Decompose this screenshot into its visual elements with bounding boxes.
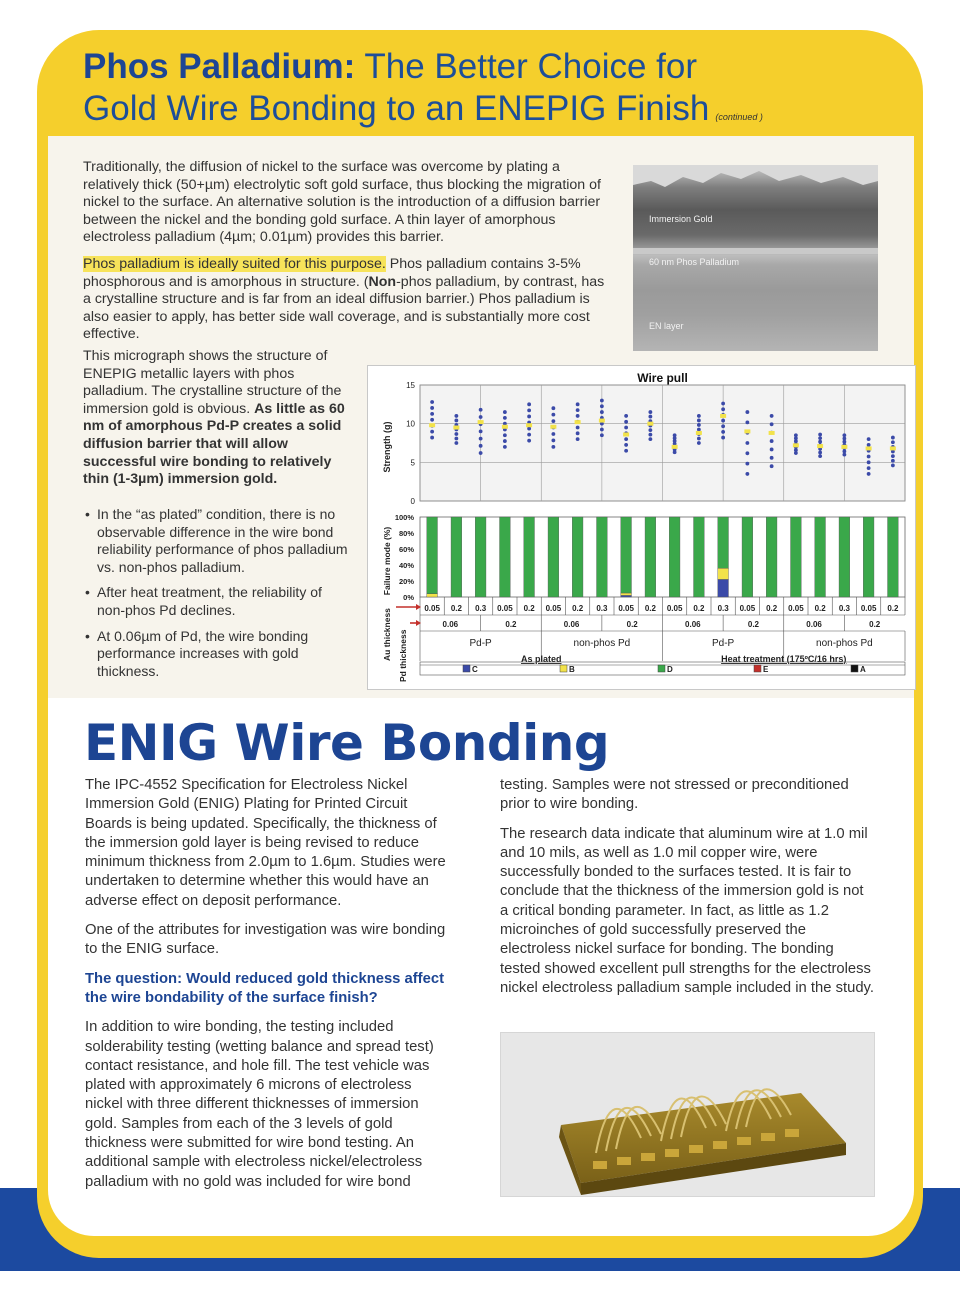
strength-point xyxy=(697,428,701,432)
strength-point xyxy=(891,436,895,440)
legend-label: C xyxy=(472,665,478,674)
strength-point xyxy=(527,439,531,443)
failure-bar-B xyxy=(621,593,632,595)
failure-bar-D xyxy=(839,517,850,597)
failure-bar-D xyxy=(742,517,753,597)
strength-point xyxy=(430,412,434,416)
au-thickness-label: 0.2 xyxy=(450,604,462,613)
finding-item: • In the “as plated” condition, there is no observable difference in the wire bond reliability performance of phos palladium vs. non-phos palladium. xyxy=(83,506,351,576)
failure-bar-D xyxy=(645,517,656,597)
strength-point xyxy=(479,444,483,448)
strength-point xyxy=(721,424,725,428)
strength-point xyxy=(891,440,895,444)
pd-thickness-label: 0.2 xyxy=(505,620,517,629)
strength-point xyxy=(697,437,701,441)
strength-point xyxy=(503,439,507,443)
strength-mean-marker xyxy=(478,420,484,424)
failure-bar-D xyxy=(791,517,802,597)
strength-point xyxy=(721,430,725,434)
legend-swatch-E xyxy=(754,665,761,672)
findings-list xyxy=(83,506,351,688)
intro-paragraph-2 xyxy=(83,256,615,344)
group-label: Pd-P xyxy=(469,638,492,649)
au-thickness-label: 0.2 xyxy=(814,604,826,613)
enig-paragraph: testing. Samples were not stressed or preconditioned prior to wire bonding. xyxy=(500,777,849,813)
au-thickness-label: 0.3 xyxy=(596,604,608,613)
highlighted-sentence: Phos palladium is ideally suited for this purpose. xyxy=(83,256,386,272)
strength-mean-marker xyxy=(575,420,581,424)
strength-point xyxy=(527,415,531,419)
strength-point xyxy=(648,428,652,432)
enig-right-column xyxy=(500,776,875,1008)
strength-point xyxy=(818,454,822,458)
strength-point xyxy=(818,433,822,437)
strength-point xyxy=(576,414,580,418)
p2-bold: Non xyxy=(368,273,397,290)
page-title xyxy=(83,46,763,138)
title-bold: Phos Palladium: xyxy=(83,47,356,86)
condition-label: As plated xyxy=(520,654,562,664)
failure-tick-label: 20% xyxy=(398,577,414,586)
strength-point xyxy=(867,443,871,447)
failure-bar-D xyxy=(597,517,608,597)
group-label: non-phos Pd xyxy=(573,638,631,649)
strength-point xyxy=(770,464,774,468)
au-thickness-label: 0.3 xyxy=(475,604,487,613)
failure-bar-B xyxy=(718,568,729,579)
failure-tick-label: 60% xyxy=(398,545,414,554)
strength-point xyxy=(600,404,604,408)
intro-paragraph-1: Traditionally, the diffusion of nickel to the surface was overcome by plating a relatively thick (50+µm) electrolytic soft gold surface, thus blocking the migration of nickel to the surface. An alternative solution is the introduction of a diffusion barrier between the nickel and the bonding gold surface. A thin layer of amorphous electroless palladium (4µm; 0.01µm) provides this barrier. xyxy=(83,159,601,246)
strength-point xyxy=(867,460,871,464)
strength-point xyxy=(600,399,604,403)
strength-point xyxy=(576,408,580,412)
strength-point xyxy=(867,437,871,441)
strength-point xyxy=(891,464,895,468)
failure-axis-label: Failure mode (%) xyxy=(382,526,392,596)
wire-pull-chart-svg xyxy=(368,366,915,689)
strength-point xyxy=(818,436,822,440)
failure-tick-label: 80% xyxy=(398,529,414,538)
strength-mean-marker xyxy=(744,429,750,433)
strength-point xyxy=(697,423,701,427)
wire-bonded-board-photo xyxy=(500,1032,875,1197)
failure-tick-label: 40% xyxy=(398,561,414,570)
strength-point xyxy=(697,419,701,423)
strength-point xyxy=(624,443,628,447)
p2-text-b: -phos palladium, by contrast, has a crystalline structure and is far from an ideal diffusion barrier.) Phos palladium is also easier to apply, has better side wall coverage, and is substantially more cost effective. xyxy=(83,273,605,343)
label-phos-palladium: 60 nm Phos Palladium xyxy=(649,257,740,267)
strength-point xyxy=(624,414,628,418)
strength-mean-marker xyxy=(793,443,799,447)
au-thickness-label: 0.05 xyxy=(545,604,562,613)
intro-paragraph-3 xyxy=(83,348,351,489)
strength-point xyxy=(527,408,531,412)
strength-point xyxy=(454,419,458,423)
strength-mean-marker xyxy=(672,445,678,449)
strength-mean-marker xyxy=(866,446,872,450)
strength-tick-label: 10 xyxy=(406,419,415,429)
pd-thickness-label: 0.2 xyxy=(626,620,638,629)
au-thickness-label: 0.2 xyxy=(523,604,535,613)
au-thickness-label: 0.2 xyxy=(644,604,656,613)
strength-mean-marker xyxy=(841,445,847,449)
group-label: non-phos Pd xyxy=(816,638,873,649)
strength-point xyxy=(454,414,458,418)
pd-thickness-label: 0.2 xyxy=(869,620,881,629)
enig-left-column xyxy=(85,776,453,1202)
strength-point xyxy=(551,445,555,449)
failure-bar-C xyxy=(621,595,632,597)
strength-mean-marker xyxy=(453,426,459,430)
failure-bar-D xyxy=(572,517,583,597)
failure-bar-D xyxy=(475,517,486,597)
strength-point xyxy=(770,448,774,452)
failure-panel xyxy=(420,517,905,597)
enig-paragraph: The research data indicate that aluminum wire at 1.0 mil and 10 mils, as well as 1.0 mil copper wire, were successfully bonded to the surfaces tested. It is fair to conclude that the thickness of the immersion gold is not a critical bonding parameter. In fact, as little as 1.2 microinches of gold successfully preserved the electroless nickel surface for bonding. The bonding tested showed excellent pull strengths for the electroless nickel electroless palladium sample included in the study. xyxy=(500,825,874,996)
strength-point xyxy=(770,422,774,426)
strength-tick-label: 15 xyxy=(406,381,415,390)
legend-swatch-D xyxy=(658,665,665,672)
p3-bold: As little as 60 nm of amorphous Pd-P creates a solid diffusion barrier that will allow successful wire bonding to relatively thin (1-3µm) immersion gold. xyxy=(83,400,345,488)
strength-point xyxy=(551,413,555,417)
strength-point xyxy=(867,466,871,470)
au-thickness-label: 0.2 xyxy=(766,604,778,613)
strength-mean-marker xyxy=(769,431,775,435)
legend-swatch-C xyxy=(463,665,470,672)
au-thickness-label: 0.2 xyxy=(693,604,705,613)
chart-title: Wire pull xyxy=(637,371,688,385)
strength-point xyxy=(430,418,434,422)
strength-point xyxy=(454,441,458,445)
legend-swatch-A xyxy=(851,665,858,672)
strength-point xyxy=(576,402,580,406)
group-label: Pd-P xyxy=(712,638,735,649)
strength-point xyxy=(479,415,483,419)
legend-label: B xyxy=(569,665,575,674)
strength-point xyxy=(867,472,871,476)
strength-point xyxy=(503,416,507,420)
palladium-layer-band xyxy=(633,248,878,254)
strength-point xyxy=(770,414,774,418)
strength-point xyxy=(745,410,749,414)
failure-bar-D xyxy=(669,517,680,597)
failure-bar-D xyxy=(815,517,826,597)
strength-point xyxy=(600,410,604,414)
strength-point xyxy=(576,437,580,441)
strength-mean-marker xyxy=(550,425,556,429)
strength-point xyxy=(721,419,725,423)
p2-text-a: Phos palladium contains 3-5% phosphorous and is amorphous in structure. ( xyxy=(83,256,581,290)
strength-point xyxy=(745,451,749,455)
strength-point xyxy=(527,433,531,437)
strength-point xyxy=(479,408,483,412)
strength-point xyxy=(430,436,434,440)
au-thickness-label: 0.05 xyxy=(666,604,683,613)
strength-point xyxy=(551,432,555,436)
strength-point xyxy=(842,433,846,437)
failure-bar-D xyxy=(863,517,874,597)
strength-point xyxy=(721,436,725,440)
label-en-layer: EN layer xyxy=(649,321,684,331)
strength-point xyxy=(867,455,871,459)
pd-thickness-label: 0.06 xyxy=(685,620,701,629)
strength-point xyxy=(624,426,628,430)
strength-point xyxy=(624,437,628,441)
strength-mean-marker xyxy=(890,446,896,450)
strength-point xyxy=(794,433,798,437)
strength-tick-label: 5 xyxy=(410,458,415,468)
au-thickness-label: 0.2 xyxy=(572,604,584,613)
strength-point xyxy=(745,441,749,445)
legend-label: D xyxy=(667,665,673,674)
strength-mean-marker xyxy=(817,444,823,448)
pd-thickness-label: 0.06 xyxy=(806,620,822,629)
strength-mean-marker xyxy=(647,422,653,426)
strength-mean-marker xyxy=(429,423,435,427)
p3-text: This micrograph shows the structure of ENEPIG metallic layers with phos palladium. The crystalline structure of the immersion gold is obvious. xyxy=(83,348,342,417)
strength-point xyxy=(648,410,652,414)
au-thickness-label: 0.05 xyxy=(424,604,440,613)
strength-point xyxy=(479,430,483,434)
au-thickness-label: 0.3 xyxy=(838,604,850,613)
legend-label: A xyxy=(860,665,866,674)
strength-point xyxy=(624,449,628,453)
strength-mean-marker xyxy=(502,425,508,429)
au-thickness-label: 0.05 xyxy=(497,604,513,613)
strength-point xyxy=(503,410,507,414)
strength-point xyxy=(770,456,774,460)
wire-pull-chart xyxy=(367,365,916,690)
micrograph-gold-crystals xyxy=(633,165,878,205)
failure-tick-label: 0% xyxy=(403,593,414,602)
strength-point xyxy=(818,440,822,444)
label-immersion-gold: Immersion Gold xyxy=(649,214,713,224)
failure-bar-D xyxy=(500,517,511,597)
strength-point xyxy=(745,420,749,424)
strength-point xyxy=(551,439,555,443)
strength-point xyxy=(454,432,458,436)
failure-bar-D xyxy=(694,517,705,597)
au-thickness-label: 0.05 xyxy=(860,604,877,613)
strength-point xyxy=(648,433,652,437)
enig-section-title: ENIG Wire Bonding xyxy=(84,714,610,772)
strength-point xyxy=(721,407,725,411)
strength-point xyxy=(527,402,531,406)
strength-mean-marker xyxy=(599,419,605,423)
strength-point xyxy=(697,441,701,445)
strength-point xyxy=(479,437,483,441)
strength-point xyxy=(551,419,555,423)
failure-bar-C xyxy=(718,579,729,597)
strength-point xyxy=(576,426,580,430)
au-thickness-label: 0.3 xyxy=(717,604,729,613)
strength-point xyxy=(600,428,604,432)
condition-label: Heat treatment (175ºC/16 hrs) xyxy=(721,654,847,664)
au-thickness-label: 0.05 xyxy=(788,604,804,613)
strength-point xyxy=(721,402,725,406)
strength-point xyxy=(697,414,701,418)
strength-point xyxy=(551,406,555,410)
strength-point xyxy=(770,439,774,443)
failure-bar-D xyxy=(621,517,632,593)
strength-point xyxy=(503,433,507,437)
strength-point xyxy=(430,430,434,434)
strength-point xyxy=(430,400,434,404)
strength-point xyxy=(479,451,483,455)
strength-axis-label: Strength (g) xyxy=(382,421,392,473)
strength-mean-marker xyxy=(696,431,702,435)
enig-paragraph: One of the attributes for investigation was wire bonding to the ENIG surface. xyxy=(85,922,446,958)
continued-label: (continued ) xyxy=(715,112,763,122)
strength-point xyxy=(624,420,628,424)
au-thickness-label: 0.2 xyxy=(887,604,899,613)
strength-point xyxy=(527,427,531,431)
strength-point xyxy=(745,462,749,466)
finding-item: • At 0.06µm of Pd, the wire bonding performance increases with gold thickness. xyxy=(83,628,351,681)
enig-question: The question: Would reduced gold thickness affect the wire bondability of the surface finish? xyxy=(85,970,444,1006)
strength-tick-label: 0 xyxy=(410,497,415,506)
title-rest: The Better Choice for xyxy=(355,47,698,86)
failure-bar-D xyxy=(427,517,438,594)
au-thickness-label: 0.05 xyxy=(739,604,756,613)
au-row-label: Au thickness xyxy=(382,608,392,661)
failure-bar-D xyxy=(451,517,462,597)
micrograph-image xyxy=(633,165,878,351)
strength-point xyxy=(600,433,604,437)
strength-point xyxy=(430,406,434,410)
strength-mean-marker xyxy=(623,432,629,436)
finding-item: • After heat treatment, the reliability of non-phos Pd declines. xyxy=(83,584,351,619)
strength-mean-marker xyxy=(526,423,532,427)
wire-bond-board-illustration xyxy=(501,1033,874,1196)
pd-row-label: Pd thickness xyxy=(398,629,408,682)
strength-point xyxy=(576,431,580,435)
legend-swatch-B xyxy=(560,665,567,672)
pd-thickness-label: 0.2 xyxy=(747,620,759,629)
pd-thickness-label: 0.06 xyxy=(563,620,580,629)
au-thickness-label: 0.05 xyxy=(618,604,634,613)
strength-point xyxy=(818,451,822,455)
strength-mean-marker xyxy=(720,414,726,418)
enig-paragraph: The IPC-4552 Specification for Electroless Nickel Immersion Gold (ENIG) Plating for Printed Circuit Boards is being updated. Specifically, the thickness of the immersion gold layer is being revised to reduce minimum thickness from 2.0µm to 1.6µm. Studies were undertaken to determine whether this would have an adverse effect on deposit performance. xyxy=(85,777,446,909)
strength-point xyxy=(891,459,895,463)
strength-point xyxy=(648,415,652,419)
strength-point xyxy=(745,472,749,476)
strength-point xyxy=(673,433,677,437)
title-line2: Gold Wire Bonding to an ENEPIG Finish xyxy=(83,89,710,128)
pd-thickness-label: 0.06 xyxy=(442,620,459,629)
failure-bar-D xyxy=(548,517,559,597)
enig-paragraph: In addition to wire bonding, the testing included solderability testing (wetting balance and spread test) contact resistance, and hole fill. The test vehicle was plated with approximately 6 microns of electroless nickel with three different thicknesses of immersion gold. Samples from each of the 3 levels of gold thickness were submitted for wire bond testing. An additional sample with electroless nickel/electroless palladium with no gold was included for wire bond xyxy=(85,1019,434,1190)
strength-point xyxy=(454,437,458,441)
failure-bar-D xyxy=(888,517,899,597)
failure-tick-label: 100% xyxy=(394,513,414,522)
failure-bar-D xyxy=(524,517,535,597)
strength-point xyxy=(891,454,895,458)
failure-bar-D xyxy=(718,517,729,568)
failure-bar-B xyxy=(427,594,438,597)
failure-bar-D xyxy=(766,517,777,597)
strength-point xyxy=(503,445,507,449)
legend-label: E xyxy=(763,665,769,674)
strength-point xyxy=(648,437,652,441)
